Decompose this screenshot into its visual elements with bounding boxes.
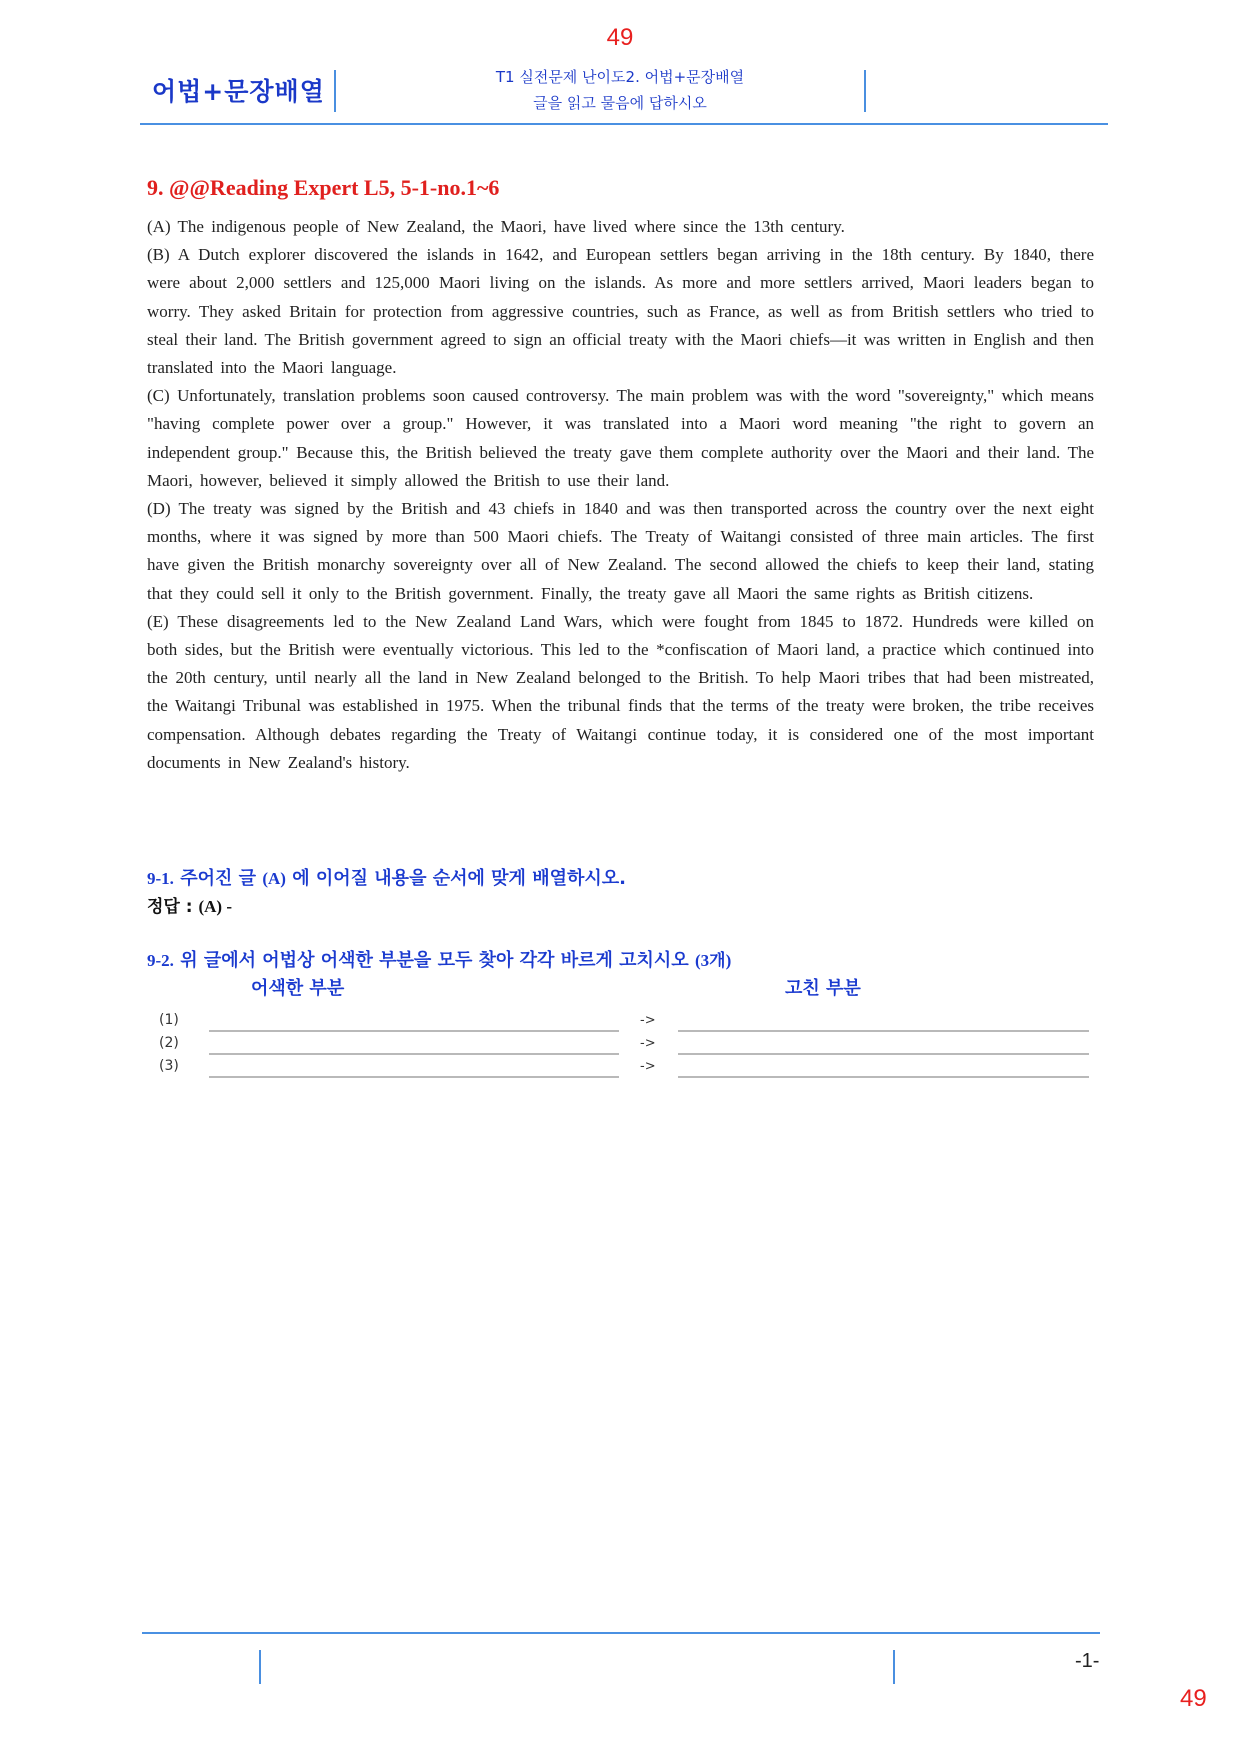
- header-divider-left: [334, 70, 336, 112]
- wrong-blank-3[interactable]: [209, 1076, 619, 1078]
- column-header-wrong: 어색한 부분: [251, 978, 345, 999]
- question-9-2-count: (3개): [694, 951, 732, 970]
- fixed-blank-1[interactable]: [678, 1030, 1089, 1032]
- paragraph-c: (C) Unfortunately, translation problems soon caused controversy. The main problem was with the word "sovereignty," which means "having complete power over a group." However, it was translated into a Maori word meaning "the right to govern an independent group." Because this, the British believed the treaty gave them complete authority over the Maori and their land. The Maori, however, believed it simply allowed the British to use their land.: [147, 386, 1094, 490]
- question-9-2-number: 9-2.: [147, 951, 174, 970]
- header-subtitle-line1: T1 실전문제 난이도2. 어법+문장배열: [495, 68, 745, 86]
- question-9-2: [147, 946, 731, 972]
- fixed-blank-2[interactable]: [678, 1053, 1089, 1055]
- question-9-1-number: 9-1.: [147, 869, 174, 888]
- paragraph-a: (A) The indigenous people of New Zealand, the Maori, have lived where since the 13th century.: [147, 217, 845, 236]
- fixed-blank-3[interactable]: [678, 1076, 1089, 1078]
- paragraph-e: (E) These disagreements led to the New Zealand Land Wars, which were fought from 1845 to 1872. Hundreds were killed on both sides, but the British were eventually victorious. This led to the *confiscation of Maori land, a practice which continued into the 20th century, until nearly all the land in New Zealand belonged to the British. To help Maori tribes that had been mistreated, the Waitangi Tribunal was established in 1975. When the tribunal finds that the terms of the treaty were broken, the tribe receives compensation. Although debates regarding the Treaty of Waitangi continue today, it is considered one of the most important documents in New Zealand's history.: [147, 611, 1094, 772]
- paragraph-b: (B) A Dutch explorer discovered the islands in 1642, and European settlers began arriving in the 18th century. By 1840, there were about 2,000 settlers and 125,000 Maori living on the islands. As more and more settlers arrived, Maori leaders began to worry. They asked Britain for protection from aggressive countries, such as France, as well as from British settlers who tried to steal their land. The British government agreed to sign an official treaty with the Maori chiefs—it was written in English and then translated into the Maori language.: [147, 245, 1094, 378]
- footer-divider-right: [893, 1650, 895, 1684]
- arrow-2: ->: [640, 1036, 656, 1051]
- answer-line: [147, 892, 232, 917]
- question-9-1-text-after: 에 이어질 내용을 순서에 맞게 배열하시오.: [292, 868, 626, 889]
- footer-divider-left: [259, 1650, 261, 1684]
- top-page-number: 49: [606, 24, 634, 51]
- question-9-1-paren: (A): [262, 869, 286, 888]
- paragraph-d: (D) The treaty was signed by the British and 43 chiefs in 1840 and was then transported across the country over the next eight months, where it was signed by more than 500 Maori chiefs. The Treaty of Waitangi consisted of three main articles. The first have given the British monarchy sovereignty over all of New Zealand. The second allowed the chiefs to keep their land, stating that they could sell it only to the British government. Finally, the treaty gave all Maori the same rights as British citizens.: [147, 499, 1094, 603]
- footer-page-number: -1-: [1075, 1650, 1100, 1672]
- question-9-1-text-before: 주어진 글: [180, 868, 257, 889]
- header-divider-right: [864, 70, 866, 112]
- wrong-blank-1[interactable]: [209, 1030, 619, 1032]
- answer-value[interactable]: (A) -: [198, 897, 232, 916]
- arrow-3: ->: [640, 1059, 656, 1074]
- answer-label: 정답 :: [147, 897, 193, 917]
- question-title: 9. @@Reading Expert L5, 5-1-no.1~6: [147, 175, 500, 200]
- row-label-1: (1): [159, 1012, 179, 1028]
- footer-rule: [142, 1632, 1100, 1634]
- question-9-1: [147, 864, 626, 890]
- header-subtitle: [400, 64, 840, 116]
- row-label-3: (3): [159, 1058, 179, 1074]
- bottom-page-number: 49: [1180, 1685, 1207, 1712]
- column-header-fixed: 고친 부분: [785, 978, 861, 999]
- row-label-2: (2): [159, 1035, 179, 1051]
- header-title: 어법+문장배열: [152, 77, 325, 106]
- header-rule: [140, 123, 1108, 125]
- header-subtitle-line2: 글을 읽고 물음에 답하시오: [533, 94, 707, 112]
- reading-passage: [147, 213, 1094, 777]
- question-9-2-text: 위 글에서 어법상 어색한 부분을 모두 찾아 각각 바르게 고치시오: [180, 950, 689, 971]
- arrow-1: ->: [640, 1013, 656, 1028]
- wrong-blank-2[interactable]: [209, 1053, 619, 1055]
